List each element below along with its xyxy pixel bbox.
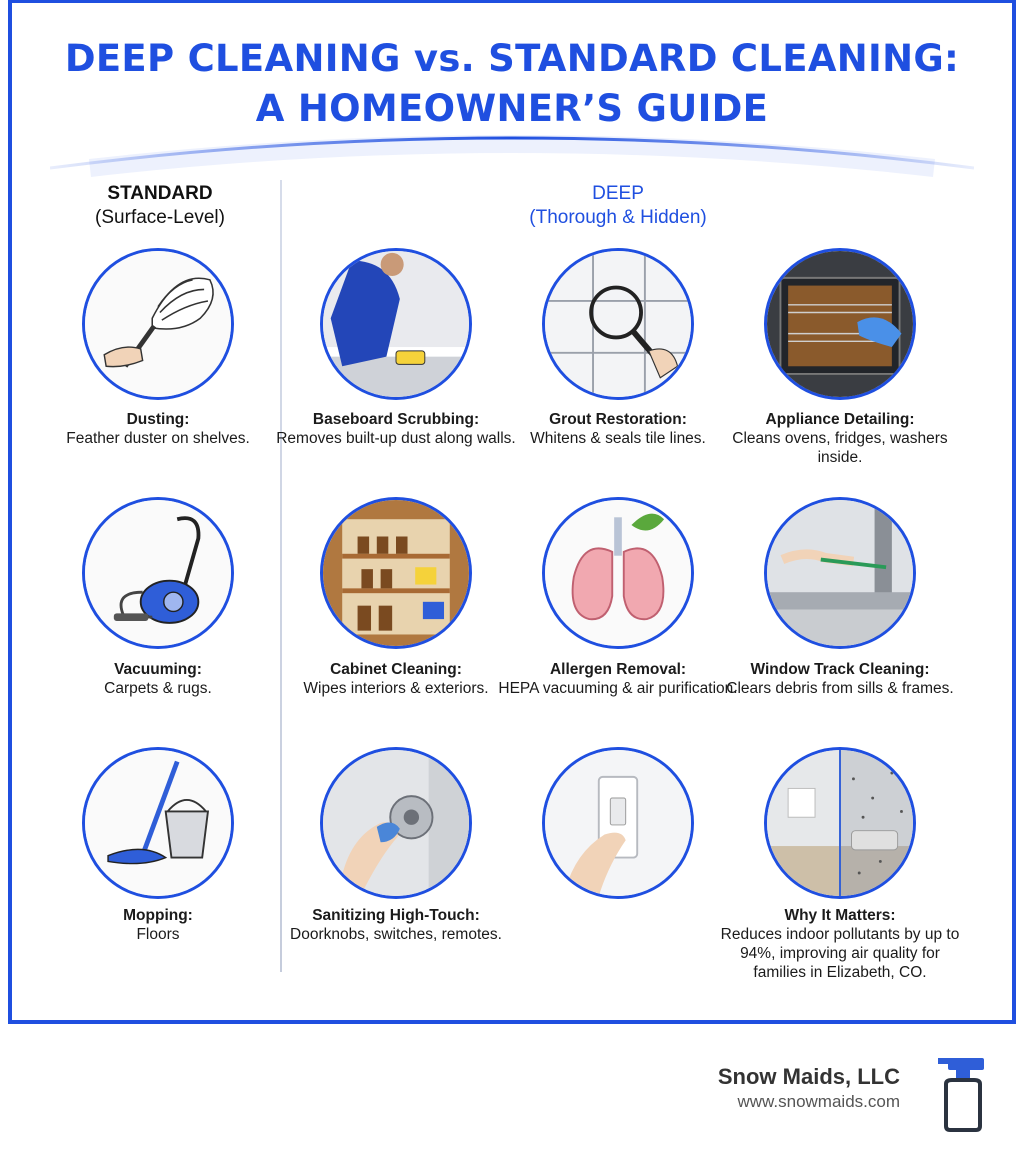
grout-magnifier-icon xyxy=(542,248,694,400)
item-desc: Cleans ovens, fridges, washers inside. xyxy=(732,430,948,466)
item-title: Appliance Detailing: xyxy=(765,411,915,428)
deep-item-allergen xyxy=(498,660,738,698)
item-title: Allergen Removal: xyxy=(549,661,687,678)
title-line-1: DEEP CLEANING vs. STANDARD CLEANING: xyxy=(64,37,960,80)
deep-item-window xyxy=(720,660,960,698)
item-title: Sanitizing High-Touch: xyxy=(312,907,480,924)
item-title: Cabinet Cleaning: xyxy=(330,661,462,678)
vacuum-icon xyxy=(82,497,234,649)
standard-item-vacuuming xyxy=(38,660,278,698)
standard-item-dusting xyxy=(38,410,278,448)
baseboard-scrub-icon xyxy=(320,248,472,400)
title-line-2: A HOMEOWNER’S GUIDE xyxy=(255,87,769,130)
mop-bucket-icon xyxy=(82,747,234,899)
oven-icon xyxy=(764,248,916,400)
title-underline-arc xyxy=(50,118,974,178)
item-desc: Whitens & seals tile lines. xyxy=(530,430,706,447)
deep-item-baseboard xyxy=(276,410,516,448)
item-desc: HEPA vacuuming & air purification. xyxy=(498,680,738,697)
item-desc: Wipes interiors & exteriors. xyxy=(303,680,489,697)
deep-item-appliance xyxy=(720,410,960,467)
spray-bottle-icon xyxy=(934,1054,990,1132)
item-desc: Clears debris from sills & frames. xyxy=(726,680,954,697)
deep-subheading: (Thorough & Hidden) xyxy=(529,207,707,228)
company-url[interactable]: www.snowmaids.com xyxy=(737,1092,900,1111)
lungs-icon xyxy=(542,497,694,649)
item-title: Baseboard Scrubbing: xyxy=(312,411,480,428)
item-desc: Doorknobs, switches, remotes. xyxy=(290,926,502,943)
window-track-icon xyxy=(764,497,916,649)
column-divider xyxy=(280,180,282,972)
item-title: Window Track Cleaning: xyxy=(750,661,930,678)
standard-heading: STANDARD xyxy=(107,183,213,204)
item-desc: Reduces indoor pollutants by up to 94%, improving air quality for families in Elizabeth, CO. xyxy=(720,926,960,981)
item-desc: Carpets & rugs. xyxy=(104,680,212,697)
cabinet-icon xyxy=(320,497,472,649)
deep-column-heading xyxy=(468,182,768,230)
standard-subheading: (Surface-Level) xyxy=(95,207,225,228)
item-title: Grout Restoration: xyxy=(549,411,687,428)
item-title: Dusting: xyxy=(126,411,190,428)
item-title: Why It Matters: xyxy=(784,907,896,924)
standard-column-heading xyxy=(60,182,260,230)
item-title: Mopping: xyxy=(123,907,193,924)
standard-item-mopping xyxy=(38,906,278,944)
company-name: Snow Maids, LLC xyxy=(717,1064,900,1089)
deep-item-why-it-matters xyxy=(720,906,960,982)
feather-duster-icon xyxy=(82,248,234,400)
deep-item-sanitizing xyxy=(276,906,516,944)
item-desc: Floors xyxy=(136,926,180,943)
item-desc: Feather duster on shelves. xyxy=(66,430,250,447)
clean-vs-dirty-room-icon xyxy=(764,747,916,899)
item-title: Vacuuming: xyxy=(114,661,202,678)
light-switch-icon xyxy=(542,747,694,899)
deep-heading: DEEP xyxy=(592,183,644,204)
deep-item-cabinet xyxy=(276,660,516,698)
doorknob-icon xyxy=(320,747,472,899)
item-desc: Removes built-up dust along walls. xyxy=(276,430,516,447)
deep-item-grout xyxy=(498,410,738,448)
